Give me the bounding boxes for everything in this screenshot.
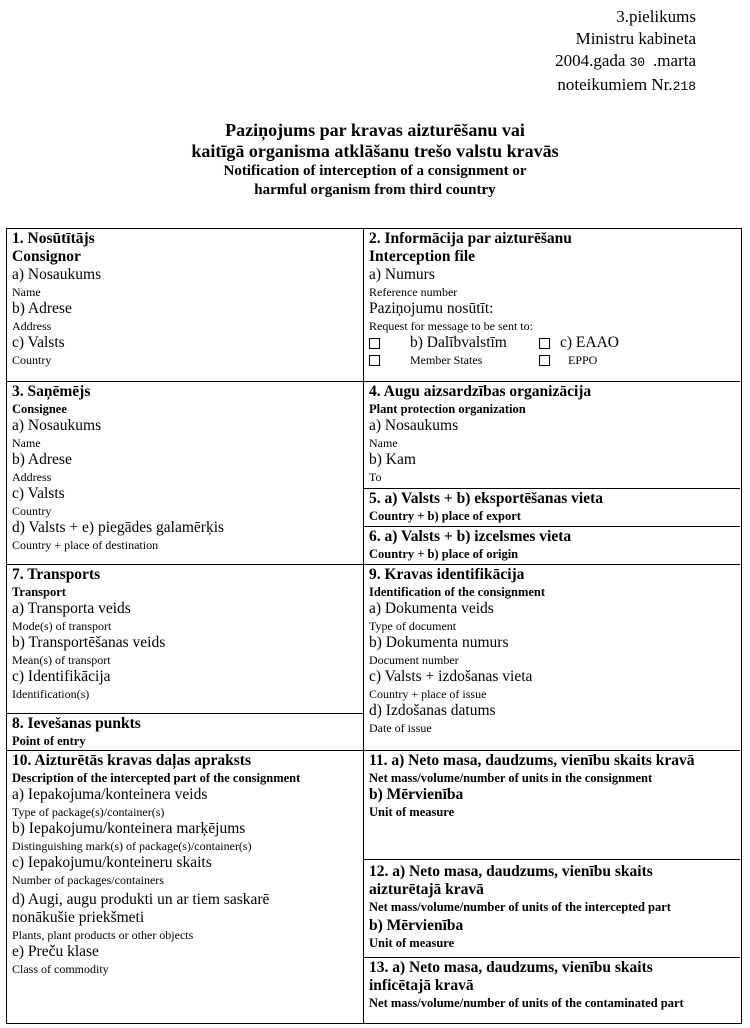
org-name-label: a) Nosaukums <box>369 417 459 434</box>
box12-heading-line1: 12. a) Neto masa, daudzums, vienību skaits <box>369 863 653 880</box>
box8-heading-en: Point of entry <box>12 734 86 748</box>
consignee-address-label-en: Address <box>12 470 52 484</box>
issue-place-label-en: Country + place of issue <box>369 687 487 701</box>
issue-date-label: d) Izdošanas datums <box>369 702 496 719</box>
title-lv-line1: Paziņojums par kravas aizturēšanu vai <box>225 120 525 140</box>
box-interception-file <box>364 229 740 381</box>
consignor-name-label: a) Nosaukums <box>12 266 102 283</box>
box9-heading-en: Identification of the consignment <box>369 585 546 599</box>
box13-heading-line2: inficētajā kravā <box>369 977 474 994</box>
box-transport <box>7 565 363 713</box>
transport-mode-label: a) Transporta veids <box>12 600 131 617</box>
recipient-options-row-en <box>369 352 735 368</box>
eppo-checkbox[interactable] <box>539 338 550 349</box>
consignor-country-label: c) Valsts <box>12 334 65 351</box>
consignee-country-label: c) Valsts <box>12 485 65 502</box>
plants-objects-label-en: Plants, plant products or other objects <box>12 928 194 942</box>
box12-unit-label-en: Unit of measure <box>369 936 455 950</box>
issue-date-label-en: Date of issue <box>369 721 432 735</box>
box3-heading: 3. Saņēmējs <box>12 383 91 400</box>
box5-heading-en: Country + b) place of export <box>369 509 521 523</box>
member-states-checkbox-en[interactable] <box>369 355 380 366</box>
box11-unit-label: b) Mērvienība <box>369 786 464 803</box>
destination-label-en: Country + place of destination <box>12 538 159 552</box>
request-message-label: Paziņojumu nosūtīt: <box>369 300 494 317</box>
box2-heading-en: Interception file <box>369 248 476 265</box>
box4-heading: 4. Augu aizsardzības organizācija <box>369 383 592 400</box>
box2-heading: 2. Informācija par aizturēšanu <box>369 230 572 247</box>
org-to-label-en: To <box>369 470 382 484</box>
reference-number-label: a) Numurs <box>369 266 435 283</box>
box-intercepted-quantity <box>364 860 740 957</box>
regulation-number-field: 218 <box>672 79 696 94</box>
consignor-country-label-en: Country <box>12 353 52 367</box>
title-en-line2: harmful organism from third country <box>254 182 496 198</box>
box1-heading: 1. Nosūtītājs <box>12 230 95 247</box>
document-type-label-en: Type of document <box>369 619 457 633</box>
box-consignment-identification <box>364 565 740 750</box>
box11-heading-en: Net mass/volume/number of units in the consignment <box>369 771 653 785</box>
package-count-label: c) Iepakojumu/konteineru skaits <box>12 854 212 871</box>
transport-id-label-en: Identification(s) <box>12 687 90 701</box>
plants-objects-label-line1: d) Augi, augu produkti un ar tiem saskarē <box>12 891 270 908</box>
box3-heading-en: Consignee <box>12 402 67 416</box>
consignor-address-label-en: Address <box>12 319 52 333</box>
document-number-label: b) Dokumenta numurs <box>369 634 509 651</box>
box-consignment-quantity <box>364 751 740 859</box>
box-place-of-export <box>364 489 740 526</box>
cabinet-name: Ministru kabineta <box>575 29 696 48</box>
consignor-name-label-en: Name <box>12 285 41 299</box>
box1-heading-en: Consignor <box>12 248 81 265</box>
document-type-label: a) Dokumenta veids <box>369 600 494 617</box>
box12-unit-label: b) Mērvienība <box>369 917 464 934</box>
box11-unit-label-en: Unit of measure <box>369 805 455 819</box>
transport-mode-label-en: Mode(s) of transport <box>12 619 112 633</box>
document-number-label-en: Document number <box>369 653 459 667</box>
box5-heading: 5. a) Valsts + b) eksportēšanas vieta <box>369 490 604 507</box>
commodity-class-label: e) Preču klase <box>12 943 99 960</box>
eppo-label-en: EPPO <box>568 353 598 367</box>
consignee-name-label: a) Nosaukums <box>12 417 102 434</box>
title-en-line1: Notification of interception of a consignment or <box>223 163 527 179</box>
org-to-label: b) Kam <box>369 451 416 468</box>
eppo-checkbox-en[interactable] <box>539 355 550 366</box>
box-consignor <box>7 229 363 381</box>
box12-heading-line2: aizturētajā kravā <box>369 881 484 898</box>
member-states-label-en: Member States <box>410 353 483 367</box>
regulation-number: noteikumiem Nr.218 <box>557 75 696 94</box>
recipient-options-row <box>369 334 735 352</box>
box6-heading: 6. a) Valsts + b) izcelsmes vieta <box>369 528 572 545</box>
document-title <box>0 120 750 200</box>
box4-heading-en: Plant protection organization <box>369 402 526 416</box>
consignee-country-label-en: Country <box>12 504 52 518</box>
package-count-label-en: Number of packages/containers <box>12 873 164 887</box>
box-point-of-entry <box>7 714 363 750</box>
date-day-field: 30 <box>629 55 646 70</box>
regulation-date: 2004.gada 30 .marta <box>555 51 696 70</box>
box-intercepted-part-description <box>7 751 363 1023</box>
box7-heading: 7. Transports <box>12 566 101 583</box>
title-lv-line2: kaitīgā organisma atklāšanu trešo valstu kravās <box>191 141 559 161</box>
reference-number-label-en: Reference number <box>369 285 458 299</box>
package-type-label-en: Type of package(s)/container(s) <box>12 805 165 819</box>
box13-heading-en: Net mass/volume/number of units of the contaminated part <box>369 996 684 1010</box>
consignor-address-label: b) Adrese <box>12 300 72 317</box>
box13-heading-line1: 13. a) Neto masa, daudzums, vienību skaits <box>369 959 653 976</box>
transport-means-label-en: Mean(s) of transport <box>12 653 111 667</box>
box10-heading-en: Description of the intercepted part of the consignment <box>12 771 301 785</box>
consignee-address-label: b) Adrese <box>12 451 72 468</box>
transport-means-label: b) Transportēšanas veids <box>12 634 166 651</box>
issue-place-label: c) Valsts + izdošanas vieta <box>369 668 533 685</box>
plants-objects-label-line2: nonākušie priekšmeti <box>12 909 145 926</box>
transport-id-label: c) Identifikācija <box>12 668 111 685</box>
package-type-label: a) Iepakojuma/konteinera veids <box>12 786 208 803</box>
box10-heading: 10. Aizturētās kravas daļas apraksts <box>12 752 251 769</box>
notification-form <box>6 228 742 1024</box>
org-name-label-en: Name <box>369 436 398 450</box>
box7-heading-en: Transport <box>12 585 66 599</box>
box-place-of-origin <box>364 527 740 564</box>
box-plant-protection-org <box>364 382 740 488</box>
member-states-checkbox[interactable] <box>369 338 380 349</box>
commodity-class-label-en: Class of commodity <box>12 962 109 976</box>
box-contaminated-quantity <box>364 958 740 1023</box>
consignee-name-label-en: Name <box>12 436 41 450</box>
package-marks-label-en: Distinguishing mark(s) of package(s)/container(s) <box>12 839 252 853</box>
appendix-header <box>555 6 696 98</box>
box11-heading: 11. a) Neto masa, daudzums, vienību skaits kravā <box>369 752 695 769</box>
destination-label: d) Valsts + e) piegādes galamērķis <box>12 519 225 536</box>
package-marks-label: b) Iepakojumu/konteinera marķējums <box>12 820 246 837</box>
member-states-label: b) Dalībvalstīm <box>410 334 507 351</box>
eppo-label: c) EAAO <box>560 334 619 351</box>
box6-heading-en: Country + b) place of origin <box>369 547 519 561</box>
request-message-label-en: Request for message to be sent to: <box>369 319 533 333</box>
box12-heading-en: Net mass/volume/number of units of the intercepted part <box>369 900 671 914</box>
box9-heading: 9. Kravas identifikācija <box>369 566 525 583</box>
box8-heading: 8. Ievešanas punkts <box>12 715 141 732</box>
appendix-number: 3.pielikums <box>616 7 696 26</box>
box-consignee <box>7 382 363 564</box>
